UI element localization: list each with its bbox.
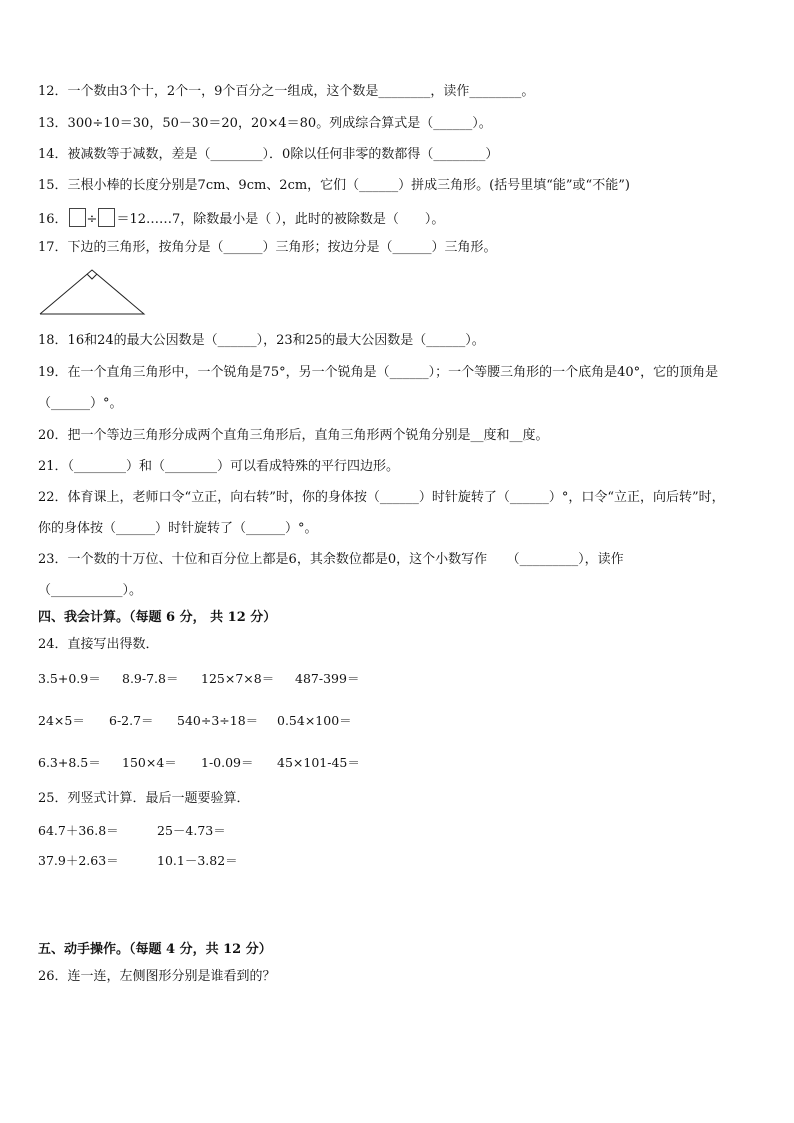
calc-item: 0.54×100＝ (277, 713, 352, 728)
calc-item: 3.5+0.9＝ (38, 671, 101, 686)
calc-item: 1-0.09＝ (201, 755, 254, 770)
question-20: 20．把一个等边三角形分成两个直角三角形后，直角三角形两个锐角分别是__度和__度。 (38, 428, 549, 443)
question-25: 25．列竖式计算．最后一题要验算． (38, 791, 250, 806)
calc-item: 37.9＋2.63＝ (38, 853, 119, 868)
section-5-title: 五、动手操作。（每题 4 分，共 12 分） (38, 942, 272, 957)
divisor-box (98, 208, 115, 227)
question-12: 12．一个数由3个十，2个一，9个百分之一组成，这个数是________，读作________。 (38, 84, 535, 99)
calc-item: 45×101-45＝ (277, 755, 360, 770)
question-17: 17．下边的三角形，按角分是（______）三角形；按边分是（______）三角形。 (38, 240, 497, 255)
question-19-line1: 19．在一个直角三角形中，一个锐角是75°，另一个锐角是（______）；一个等腰三角形的一个底角是40°，它的顶角是 (38, 365, 719, 380)
q16-operator: ÷ (86, 212, 98, 227)
question-13: 13．300÷10＝30，50－30＝20，20×4＝80。列成综合算式是（______）。 (38, 116, 492, 131)
calc-item: 64.7＋36.8＝ (38, 823, 119, 838)
right-isosceles-triangle-figure (38, 266, 148, 318)
question-21: 21．（________）和（________）可以看成特殊的平行四边形。 (38, 459, 400, 474)
q16-prefix: 16． (38, 212, 68, 227)
q16-suffix: ＝12……7，除数最小是（ ），此时的被除数是（ ）。 (116, 212, 445, 227)
section-4-title: 四、我会计算。（每题 6 分， 共 12 分） (38, 610, 277, 625)
calc-item: 10.1－3.82＝ (157, 853, 238, 868)
question-22-line1: 22．体育课上，老师口令“立正，向右转”时，你的身体按（______）时针旋转了（______）°，口令“立正，向后转”时， (38, 490, 725, 505)
calc-item: 540÷3÷18＝ (177, 713, 259, 728)
question-19-line2: （______）°。 (38, 396, 123, 411)
question-22-line2: 你的身体按（______）时针旋转了（______）°。 (38, 521, 318, 536)
question-14: 14．被减数等于减数，差是（________）．0除以任何非零的数都得（________） (38, 147, 499, 162)
calc-item: 8.9-7.8＝ (122, 671, 179, 686)
question-23-line2: （___________）。 (38, 583, 143, 598)
dividend-box (69, 208, 86, 227)
calc-item: 150×4＝ (122, 755, 177, 770)
calc-item: 25－4.73＝ (157, 823, 226, 838)
question-16 (38, 208, 444, 228)
question-26: 26．连一连，左侧图形分别是谁看到的？ (38, 969, 276, 984)
question-24: 24．直接写出得数． (38, 637, 159, 652)
calc-item: 125×7×8＝ (201, 671, 275, 686)
calc-item: 6-2.7＝ (109, 713, 154, 728)
question-15: 15．三根小棒的长度分别是7cm、9cm、2cm，它们（______）拼成三角形。(括号里填“能”或“不能”) (38, 178, 630, 193)
question-23-line1: 23．一个数的十万位、十位和百分位上都是6，其余数位都是0，这个小数写作 （_________），读作 (38, 552, 624, 567)
question-18: 18．16和24的最大公因数是（______），23和25的最大公因数是（______）。 (38, 333, 485, 348)
calc-item: 487-399＝ (295, 671, 360, 686)
calc-item: 24×5＝ (38, 713, 85, 728)
calc-item: 6.3+8.5＝ (38, 755, 101, 770)
